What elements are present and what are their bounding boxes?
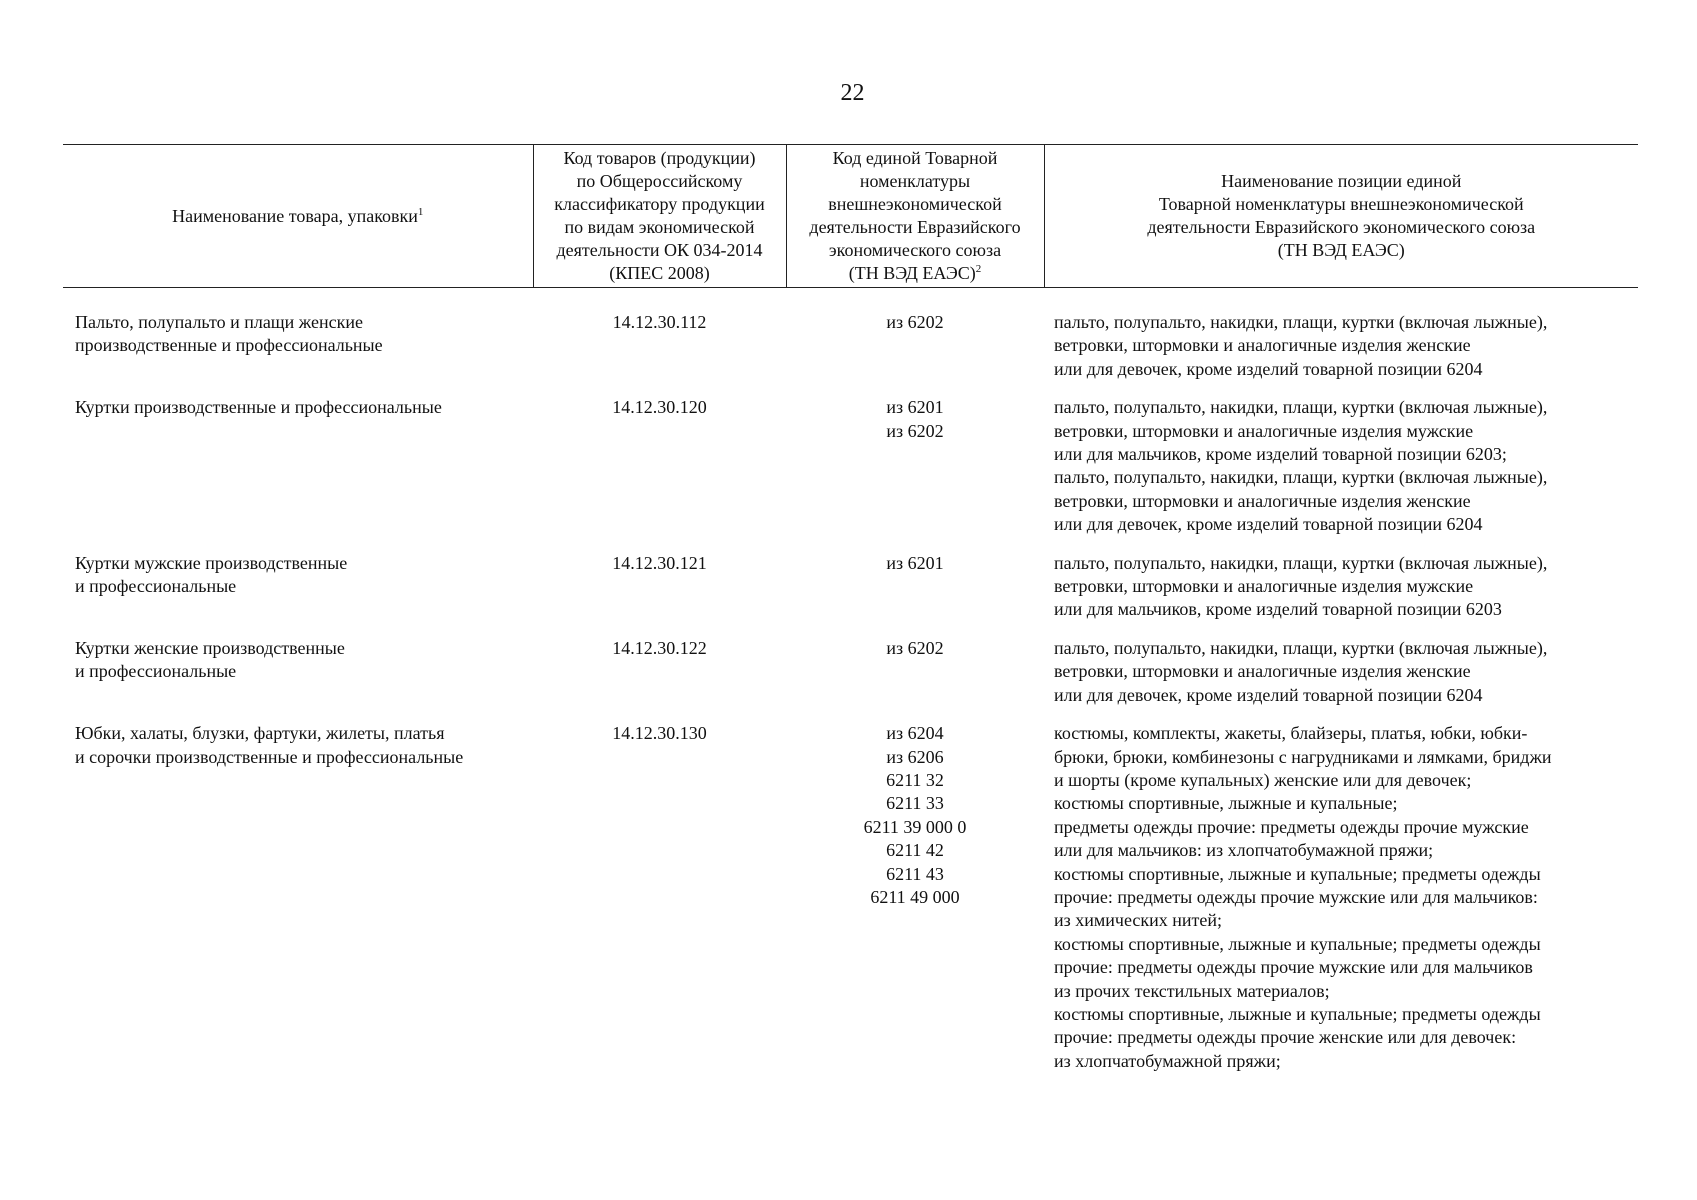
footnote-mark: 2 — [975, 263, 982, 275]
tnved-description-line: и шорты (кроме купальных) женские или для девочек; — [1054, 769, 1472, 790]
header-tnved-name-line: деятельности Евразийского экономического союза — [1147, 217, 1536, 237]
okpd-code-cell: 14.12.30.121 — [612, 552, 707, 573]
tnved-description-line: из химических нитей; — [1054, 910, 1223, 931]
tnved-code-line: 6211 33 — [886, 793, 944, 814]
header-tnved-text: (ТН ВЭД ЕАЭС) — [848, 263, 976, 283]
table-row — [63, 637, 1638, 722]
okpd-code-cell: 14.12.30.112 — [612, 312, 707, 332]
header-tnved-line — [793, 239, 1038, 262]
header-okpd-line: деятельности ОК 034-2014 — [556, 240, 763, 260]
header-okpd-code — [533, 145, 786, 288]
tnved-code-line: из 6202 — [886, 637, 944, 658]
header-goods-name-text: Наименование товара, упаковки — [172, 205, 418, 226]
goods-name-line: Пальто, полупальто и плащи женские — [75, 312, 363, 332]
tnved-code-line: 6211 49 000 — [870, 886, 960, 907]
okpd-code-cell: 14.12.30.120 — [612, 397, 707, 418]
goods-name-line: и профессиональные — [75, 576, 237, 597]
header-tnved-name — [1044, 145, 1638, 288]
tnved-description-line: прочие: предметы одежды прочие мужские или для мальчиков: — [1054, 886, 1538, 907]
table-row — [63, 722, 1638, 1088]
header-tnved-line — [793, 193, 1038, 216]
tnved-code-cell — [786, 637, 1044, 722]
tnved-description-line: пальто, полупальто, накидки, плащи, куртки (включая лыжные), — [1054, 397, 1548, 418]
header-tnved-text: экономического союза — [828, 240, 1002, 260]
tnved-description-line: прочие: предметы одежды прочие женские или для девочек: — [1054, 1027, 1517, 1048]
tnved-description-line: из прочих текстильных материалов; — [1054, 980, 1330, 1001]
goods-name-cell — [63, 722, 533, 1088]
goods-table — [63, 144, 1638, 1088]
tnved-code-line: 6211 32 — [886, 769, 944, 790]
tnved-description-line: ветровки, штормовки и аналогичные изделия женские — [1054, 661, 1471, 682]
tnved-description-line: предметы одежды прочие: предметы одежды прочие мужские — [1054, 816, 1529, 837]
tnved-description-line: костюмы спортивные, лыжные и купальные; — [1054, 793, 1398, 814]
tnved-description-line: прочие: предметы одежды прочие мужские или для мальчиков — [1054, 957, 1533, 978]
tnved-description-line: пальто, полупальто, накидки, плащи, куртки (включая лыжные), — [1054, 552, 1548, 573]
table-row — [63, 552, 1638, 637]
tnved-description-line: пальто, полупальто, накидки, плащи, куртки (включая лыжные), — [1054, 467, 1548, 488]
tnved-description-line: брюки, брюки, комбинезоны с нагрудниками и лямками, бриджи — [1054, 746, 1552, 767]
tnved-code-line: 6211 42 — [886, 840, 944, 861]
header-goods-name — [63, 145, 533, 288]
tnved-description-line: ветровки, штормовки и аналогичные изделия мужские — [1054, 576, 1474, 597]
header-tnved-text: деятельности Евразийского — [809, 217, 1021, 237]
footnote-mark: 1 — [417, 205, 424, 218]
tnved-code-cell — [786, 722, 1044, 1088]
tnved-description-cell — [1044, 722, 1638, 1088]
table-row — [63, 288, 1638, 397]
tnved-description-line: пальто, полупальто, накидки, плащи, куртки (включая лыжные), — [1054, 312, 1548, 332]
goods-name-cell — [63, 637, 533, 722]
header-tnved-name-line: (ТН ВЭД ЕАЭС) — [1277, 240, 1405, 260]
tnved-description-line: ветровки, штормовки и аналогичные изделия женские — [1054, 490, 1471, 511]
header-tnved-name-line: Товарной номенклатуры внешнеэкономической — [1158, 194, 1524, 214]
header-tnved-text: внешнеэкономической — [828, 194, 1002, 214]
goods-name-line: и сорочки производственные и профессиональные — [75, 746, 464, 767]
tnved-description-line: ветровки, штормовки и аналогичные изделия мужские — [1054, 420, 1474, 441]
header-tnved-name-line: Наименование позиции единой — [1221, 171, 1462, 191]
tnved-description-line: из хлопчатобумажной пряжи; — [1054, 1050, 1281, 1071]
tnved-description-line: или для мальчиков, кроме изделий товарной позиции 6203 — [1054, 599, 1502, 620]
tnved-description-line: костюмы спортивные, лыжные и купальные; предметы одежды — [1054, 933, 1541, 954]
tnved-code-line: 6211 39 000 0 — [863, 816, 967, 837]
header-tnved-line — [793, 216, 1038, 239]
goods-name-line: Куртки женские производственные — [75, 637, 345, 658]
tnved-description-line: или для мальчиков: из хлопчатобумажной пряжи; — [1054, 840, 1434, 861]
tnved-code-line: из 6201 — [886, 552, 944, 573]
tnved-code-line: 6211 43 — [886, 863, 944, 884]
tnved-description-line: или для девочек, кроме изделий товарной позиции 6204 — [1054, 684, 1483, 705]
tnved-code-cell — [786, 552, 1044, 637]
okpd-code-cell: 14.12.30.122 — [612, 637, 707, 658]
tnved-description-line: или для девочек, кроме изделий товарной позиции 6204 — [1054, 514, 1483, 535]
tnved-code-cell — [786, 288, 1044, 397]
goods-name-line: Юбки, халаты, блузки, фартуки, жилеты, платья — [75, 723, 445, 744]
table-body — [63, 288, 1638, 1089]
tnved-description-line: костюмы спортивные, лыжные и купальные; предметы одежды — [1054, 863, 1541, 884]
tnved-description-cell — [1044, 288, 1638, 397]
table-header — [63, 145, 1638, 288]
tnved-code-line: из 6206 — [886, 746, 944, 767]
tnved-description-cell — [1044, 552, 1638, 637]
goods-name-cell — [63, 552, 533, 637]
header-okpd-line: (КПЕС 2008) — [609, 263, 710, 283]
header-okpd-line: классификатору продукции — [554, 194, 765, 214]
header-tnved-text: номенклатуры — [859, 171, 971, 191]
header-tnved-text: Код единой Товарной — [832, 148, 998, 168]
tnved-description-cell — [1044, 637, 1638, 722]
tnved-code-line: из 6202 — [886, 312, 944, 332]
header-okpd-line: по Общероссийскому — [576, 171, 743, 191]
goods-name-cell — [63, 396, 533, 551]
tnved-description-line: костюмы спортивные, лыжные и купальные; предметы одежды — [1054, 1003, 1541, 1024]
header-tnved-code — [786, 145, 1044, 288]
goods-name-line: производственные и профессиональные — [75, 335, 383, 356]
tnved-code-line: из 6204 — [886, 723, 944, 744]
header-okpd-line: по видам экономической — [564, 217, 755, 237]
tnved-description-line: костюмы, комплекты, жакеты, блайзеры, платья, юбки, юбки- — [1054, 723, 1528, 744]
header-okpd-line: Код товаров (продукции) — [563, 148, 756, 168]
tnved-description-line: пальто, полупальто, накидки, плащи, куртки (включая лыжные), — [1054, 637, 1548, 658]
table-row — [63, 396, 1638, 551]
header-tnved-line — [793, 170, 1038, 193]
tnved-description-line: или для мальчиков, кроме изделий товарной позиции 6203; — [1054, 444, 1507, 465]
tnved-description-cell — [1044, 396, 1638, 551]
header-tnved-line — [793, 147, 1038, 170]
goods-name-line: Куртки мужские производственные — [75, 552, 348, 573]
page-number: 22 — [840, 80, 865, 106]
goods-name-cell — [63, 288, 533, 397]
tnved-description-line: или для девочек, кроме изделий товарной позиции 6204 — [1054, 358, 1483, 379]
tnved-code-line: из 6201 — [886, 397, 944, 418]
header-tnved-line — [793, 262, 1038, 285]
okpd-code-cell: 14.12.30.130 — [612, 723, 707, 744]
goods-name-line: Куртки производственные и профессиональные — [75, 397, 442, 418]
tnved-description-line: ветровки, штормовки и аналогичные изделия женские — [1054, 335, 1471, 356]
tnved-code-cell — [786, 396, 1044, 551]
tnved-code-line: из 6202 — [886, 420, 944, 441]
goods-name-line: и профессиональные — [75, 661, 237, 682]
